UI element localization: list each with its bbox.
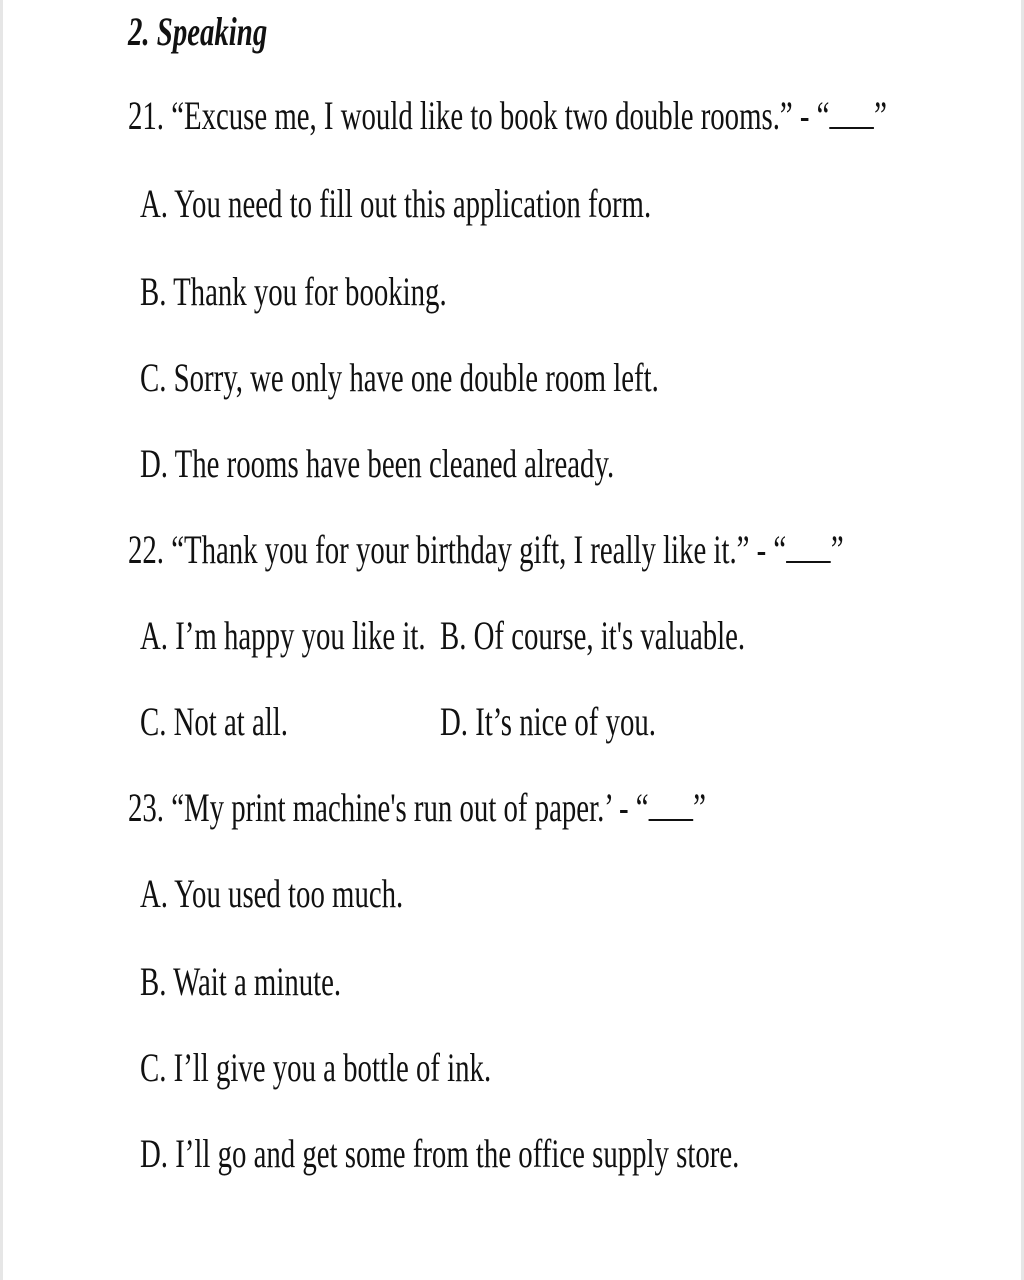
question-23-prompt: “My print machine's run out of paper.’ [171,785,612,830]
answer-blank [786,527,831,563]
question-22-option-c: C. Not at all. [140,699,288,744]
question-22-number: 22. [128,527,164,572]
question-22-prompt: “Thank you for your birthday gift, I really like it.” [171,527,750,572]
question-22-option-a: A. I’m happy you like it. [140,613,426,658]
answer-blank [649,785,694,821]
question-21-option-a: A. You need to fill out this application form. [140,181,652,226]
question-22-option-b: B. Of course, it's valuable. [440,613,746,658]
section-title: 2. Speaking [128,9,268,54]
question-22-option-d: D. It’s nice of you. [440,699,656,744]
page-left-edge [0,0,3,1280]
question-23-number: 23. [128,785,164,830]
question-21-option-c: C. Sorry, we only have one double room left. [140,355,659,400]
question-21-prompt: “Excuse me, I would like to book two double rooms.” [171,93,793,138]
question-21 [128,92,887,140]
question-23-option-a: A. You used too much. [140,871,404,916]
question-21-response-close: ” [874,93,887,138]
question-23-response-open: - “ [618,785,649,830]
question-21-option-d: D. The rooms have been cleaned already. [140,441,615,486]
question-23 [128,784,706,832]
question-21-option-b: B. Thank you for booking. [140,269,447,314]
question-23-response-close: ” [693,785,706,830]
question-23-option-d: D. I’ll go and get some from the office supply store. [140,1131,740,1176]
question-22-response-open: - “ [756,527,787,572]
question-23-option-c: C. I’ll give you a bottle of ink. [140,1045,492,1090]
answer-blank [829,93,874,129]
question-21-number: 21. [128,93,164,138]
question-22 [128,526,844,574]
question-23-option-b: B. Wait a minute. [140,959,342,1004]
question-22-response-close: ” [830,527,844,572]
question-21-response-open: - “ [799,93,830,138]
